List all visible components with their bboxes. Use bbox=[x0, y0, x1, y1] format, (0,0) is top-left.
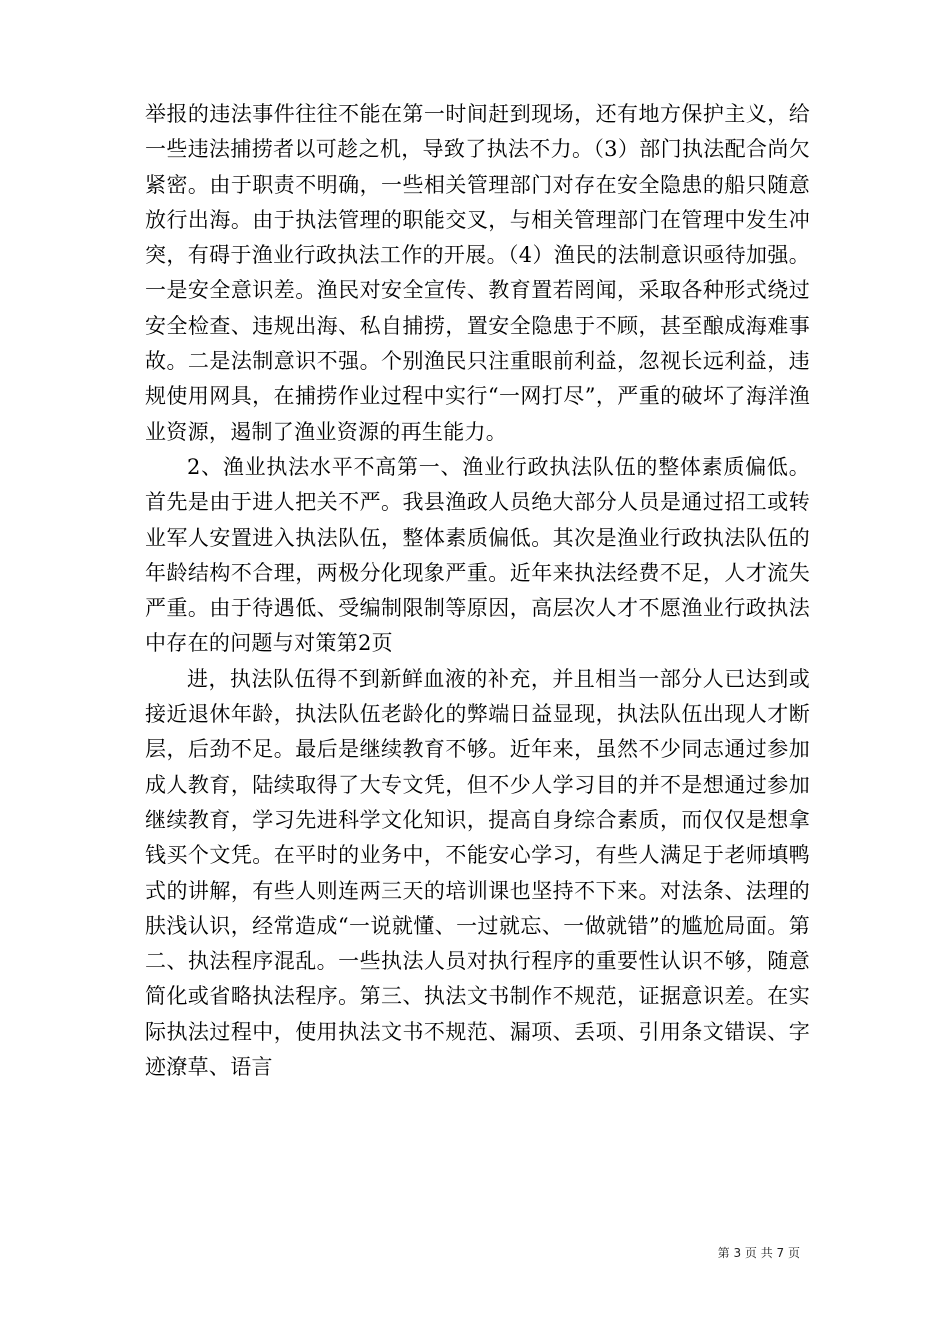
paragraph-1: 举报的违法事件往往不能在第一时间赶到现场，还有地方保护主义，给一些违法捕捞者以可趁之机，导致了执法不力。（3）部门执法配合尚欠紧密。由于职责不明确，一些相关管理部门对存在安全隐患的船只随意放行出海。由于执法管理的职能交叉，与相关管理部门在管理中发生冲突，有碍于渔业行政执法工作的开展。（4）渔民的法制意识亟待加强。一是安全意识差。渔民对安全宣传、教育置若罔闻，采取各种形式绕过安全检查、违规出海、私自捕捞，置安全隐患于不顾，甚至酿成海难事故。二是法制意识不强。个别渔民只注重眼前利益，忽视长远利益，违规使用网具，在捕捞作业过程中实行“一网打尽”，严重的破坏了海洋渔业资源，遏制了渔业资源的再生能力。 bbox=[145, 102, 810, 444]
paragraph-2: 2、渔业执法水平不高第一、渔业行政执法队伍的整体素质偏低。首先是由于进人把关不严。我县渔政人员绝大部分人员是通过招工或转业军人安置进入执法队伍，整体素质偏低。其次是渔业行政执法队伍的年龄结构不合理，两极分化现象严重。近年来执法经费不足，人才流失严重。由于待遇低、受编制限制等原因，高层次人才不愿渔业行政执法中存在的问题与对策第2页 bbox=[145, 454, 810, 656]
paragraph-3: 进，执法队伍得不到新鲜血液的补充，并且相当一部分人已达到或接近退休年龄，执法队伍老龄化的弊端日益显现，执法队伍出现人才断层，后劲不足。最后是继续教育不够。近年来，虽然不少同志通过参加成人教育，陆续取得了大专文凭，但不少人学习目的并不是想通过参加继续教育，学习先进科学文化知识，提高自身综合素质，而仅仅是想拿钱买个文凭。在平时的业务中，不能安心学习，有些人满足于老师填鸭式的讲解，有些人则连两三天的培训课也坚持不下来。对法条、法理的肤浅认识，经常造成“一说就懂、一过就忘、一做就错”的尴尬局面。第二、执法程序混乱。一些执法人员对执行程序的重要性认识不够，随意简化或省略执法程序。第三、执法文书制作不规范，证据意识差。在实际执法过程中，使用执法文书不规范、漏项、丢项、引用条文错误、字迹潦草、语言 bbox=[145, 666, 810, 1080]
page-number-footer: 第 3 页 共 7 页 bbox=[717, 1246, 800, 1260]
document-body bbox=[145, 97, 810, 1085]
